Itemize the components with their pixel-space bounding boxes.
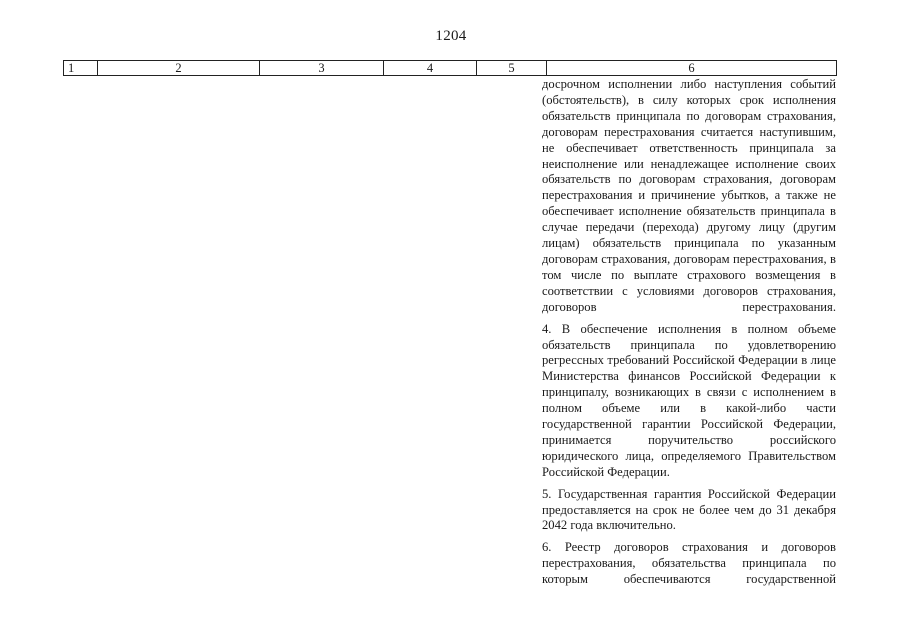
column-6-text — [542, 77, 836, 588]
column-header-2: 2 — [98, 61, 260, 76]
paragraph-5: 5. Государственная гарантия Российской Федерации предоставляется на срок не более чем до 31 декабря 2042 года включительно. — [542, 486, 836, 533]
column-header-1: 1 — [64, 61, 98, 76]
column-header-3: 3 — [260, 61, 384, 76]
column-header-4: 4 — [384, 61, 477, 76]
column-header-row — [64, 61, 837, 76]
paragraph-6: 6. Реестр договоров страхования и договоров перестрахования, обязательства принципала по которым обеспечиваются государственной — [542, 540, 836, 587]
column-header-5: 5 — [477, 61, 547, 76]
paragraph-continuation: досрочном исполнении либо наступления событий (обстоятельств), в силу которых срок исполнения обязательств принципала по договорам страхования, договорам перестрахования считается наступившим, не обеспечивает ответственность принципала за неисполнение или ненадлежащее исполнение своих обязательств по договорам страхования, договорам перестрахования и причинение убытков, а также не обеспечивает исполнение обязательств принципала в случае передачи (перехода) другому лицу (другим лицам) обязательств принципала по указанным договорам страхования, договорам перестрахования, в том числе по выплате страхового возмещения в соответствии с условиями договоров страхования, договоров перестрахования. — [542, 77, 836, 314]
column-header-6: 6 — [547, 61, 837, 76]
paragraph-4: 4. В обеспечение исполнения в полном объеме обязательств принципала по удовлетворению регрессных требований Российской Федерации в лице Министерства финансов Российской Федерации к принципалу, возникающих в связи с исполнением в полном объеме или в какой-либо части государственной гарантии Российской Федерации, принимается поручительство российского юридического лица, определяемого Правительством Российской Федерации. — [542, 321, 836, 479]
page-number: 1204 — [435, 28, 467, 44]
column-header-table — [63, 60, 837, 76]
